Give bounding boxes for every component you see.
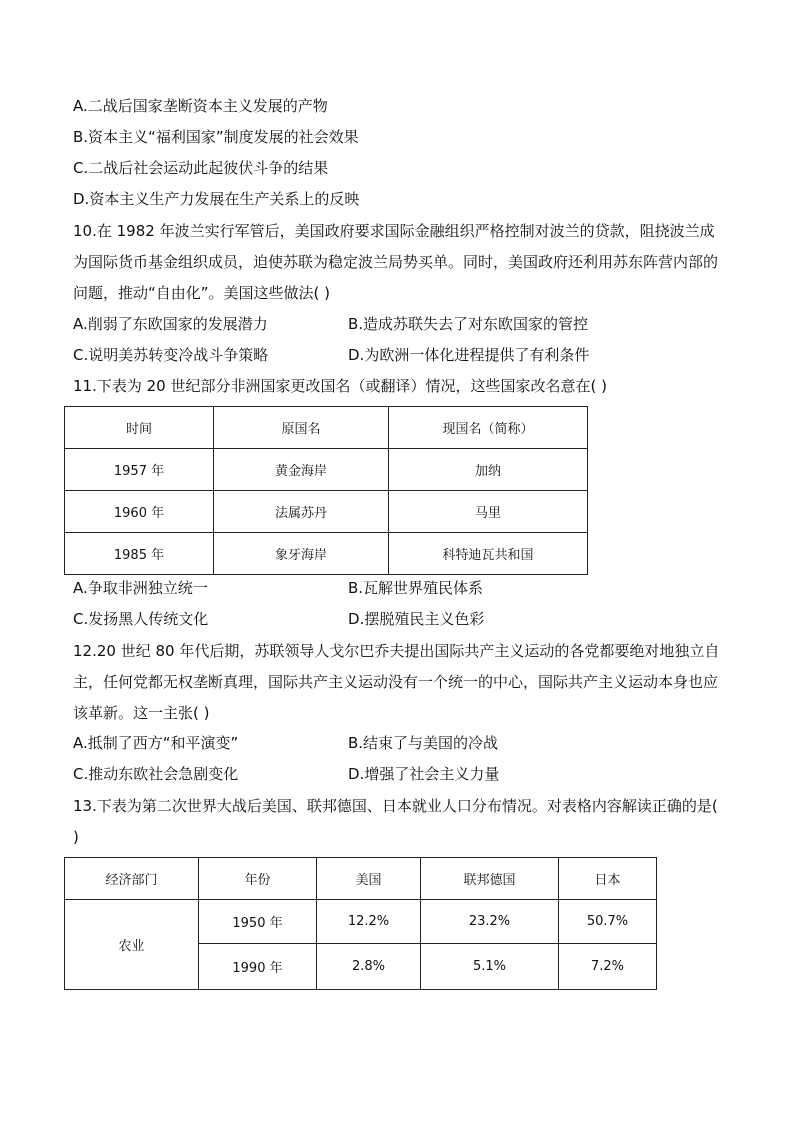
table-row	[65, 449, 588, 491]
table-header: 现国名（简称）	[389, 407, 588, 449]
table-cell: 5.1%	[421, 944, 559, 990]
q9-option-c: C.二战后社会运动此起彼伏斗争的结果	[73, 159, 329, 177]
q10-option-a: A.削弱了东欧国家的发展潜力	[73, 315, 268, 333]
q12-option-b: B.结束了与美国的冷战	[348, 734, 499, 752]
table-cell: 12.2%	[317, 900, 421, 944]
table-header: 经济部门	[65, 858, 199, 900]
q11-stem: 11.下表为 20 世纪部分非洲国家更改国名（或翻译）情况，这些国家改名意在( )	[73, 377, 607, 395]
employment-table	[64, 857, 657, 990]
table-row	[65, 491, 588, 533]
table-cell: 象牙海岸	[214, 533, 389, 575]
q9-option-a: A.二战后国家垄断资本主义发展的产物	[73, 97, 328, 115]
table-header: 日本	[559, 858, 657, 900]
table-cell: 1957 年	[65, 449, 214, 491]
table-cell: 50.7%	[559, 900, 657, 944]
table-header: 时间	[65, 407, 214, 449]
table-header: 原国名	[214, 407, 389, 449]
q9-option-d: D.资本主义生产力发展在生产关系上的反映	[73, 190, 360, 208]
q12-option-d: D.增强了社会主义力量	[348, 765, 500, 783]
table-cell-sector: 农业	[65, 900, 199, 990]
table-cell: 加纳	[389, 449, 588, 491]
q10-stem: 10.在 1982 年波兰实行军管后，美国政府要求国际金融组织严格控制对波兰的贷款，阻挠波兰成为国际货币基金组织成员，迫使苏联为稳定波兰局势买单。同时，美国政府还利用苏东阵营内部的问题，推动“自由化”。美国这些做法( )	[73, 222, 719, 302]
table-cell: 1950 年	[199, 900, 317, 944]
q11-option-b: B.瓦解世界殖民体系	[348, 579, 484, 597]
q9-option-b: B.资本主义“福利国家”制度发展的社会效果	[73, 128, 359, 146]
table-header: 联邦德国	[421, 858, 559, 900]
table-cell: 科特迪瓦共和国	[389, 533, 588, 575]
q13-stem: 13.下表为第二次世界大战后美国、联邦德国、日本就业人口分布情况。对表格内容解读正确的是( )	[73, 797, 718, 846]
q10-option-b: B.造成苏联失去了对东欧国家的管控	[348, 315, 589, 333]
q11-option-c: C.发扬黑人传统文化	[73, 610, 209, 628]
table-cell: 1990 年	[199, 944, 317, 990]
table-cell: 法属苏丹	[214, 491, 389, 533]
q10-option-d: D.为欧洲一体化进程提供了有利条件	[348, 346, 590, 364]
table-header: 年份	[199, 858, 317, 900]
table-row	[65, 900, 657, 944]
table-header: 美国	[317, 858, 421, 900]
country-rename-table	[64, 406, 588, 575]
table-cell: 1960 年	[65, 491, 214, 533]
q12-option-c: C.推动东欧社会急剧变化	[73, 765, 239, 783]
table-cell: 2.8%	[317, 944, 421, 990]
table-cell: 23.2%	[421, 900, 559, 944]
table-cell: 黄金海岸	[214, 449, 389, 491]
q11-option-d: D.摆脱殖民主义色彩	[348, 610, 485, 628]
table-cell: 1985 年	[65, 533, 214, 575]
table-cell: 马里	[389, 491, 588, 533]
q12-stem: 12.20 世纪 80 年代后期，苏联领导人戈尔巴乔夫提出国际共产主义运动的各党都要绝对地独立自主，任何党都无权垄断真理，国际共产主义运动没有一个统一的中心，国际共产主义运动本身也应该革新。这一主张( )	[73, 642, 720, 722]
table-cell: 7.2%	[559, 944, 657, 990]
q10-option-c: C.说明美苏转变冷战斗争策略	[73, 346, 269, 364]
q11-option-a: A.争取非洲独立统一	[73, 579, 208, 597]
table-row	[65, 533, 588, 575]
q12-option-a: A.抵制了西方“和平演变”	[73, 734, 239, 752]
